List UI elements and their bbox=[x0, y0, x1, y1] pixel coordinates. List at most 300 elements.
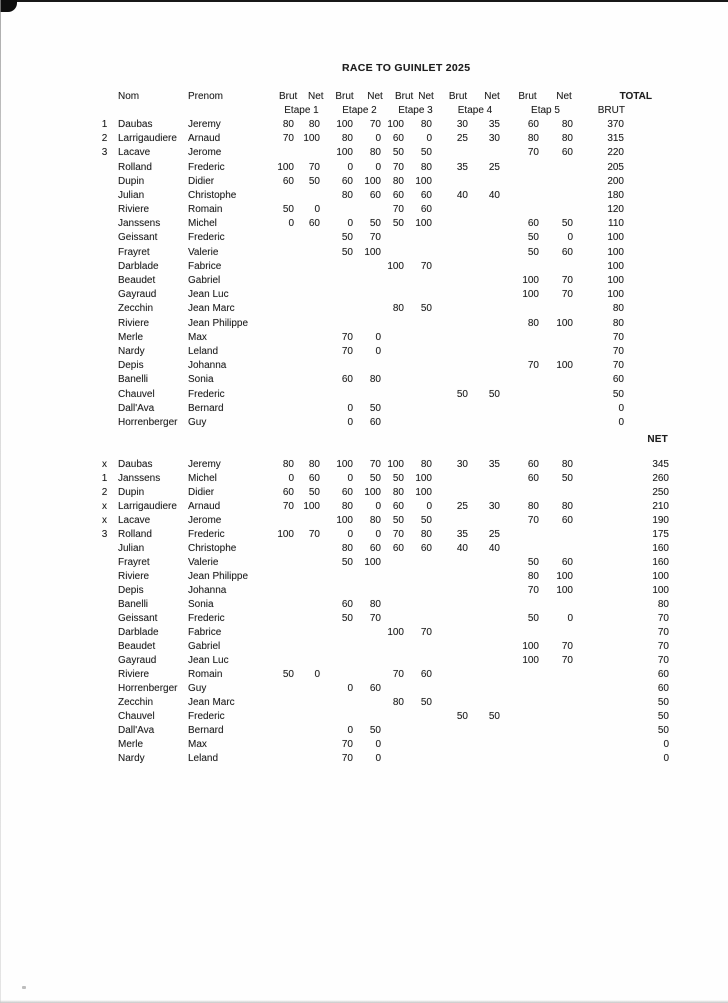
cell-score bbox=[355, 639, 383, 653]
cell-total: 100 bbox=[607, 275, 624, 287]
cell-total: 80 bbox=[657, 598, 669, 610]
cell-total: 70 bbox=[612, 345, 624, 357]
cell-score bbox=[383, 288, 406, 302]
net-section-label: NET bbox=[647, 434, 668, 445]
cell-score bbox=[470, 513, 502, 527]
cell-score bbox=[470, 597, 502, 611]
cell-score bbox=[434, 737, 470, 751]
cell-rank bbox=[96, 217, 113, 231]
cell-score: 100 bbox=[522, 275, 539, 287]
cell-score bbox=[470, 174, 502, 188]
cell-score: 80 bbox=[282, 118, 294, 130]
cell-score: 80 bbox=[527, 500, 539, 512]
cell-score bbox=[470, 653, 502, 667]
cell-score bbox=[541, 485, 575, 499]
cell-rank bbox=[96, 160, 113, 174]
cell-score bbox=[502, 174, 541, 188]
cell-score bbox=[406, 231, 434, 245]
cell-score: 70 bbox=[369, 118, 381, 130]
cell-prenom: Bernard bbox=[188, 402, 224, 414]
table-row bbox=[96, 541, 670, 555]
cell-score: 60 bbox=[561, 147, 573, 159]
cell-score: 60 bbox=[369, 416, 381, 428]
cell-nom: Larrigaudiere bbox=[118, 500, 177, 512]
brut-table-body bbox=[96, 117, 670, 429]
cell-score: 0 bbox=[567, 232, 573, 244]
cell-score: 60 bbox=[420, 204, 432, 216]
cell-score bbox=[383, 597, 406, 611]
page-title: RACE TO GUINLET 2025 bbox=[342, 62, 471, 74]
table-row bbox=[96, 288, 670, 302]
table-row bbox=[96, 681, 670, 695]
cell-score bbox=[322, 709, 355, 723]
cell-rank bbox=[96, 723, 113, 737]
cell-score: 100 bbox=[556, 360, 573, 372]
cell-score bbox=[267, 723, 296, 737]
cell-score bbox=[267, 387, 296, 401]
cell-score: 60 bbox=[561, 556, 573, 568]
cell-score: 0 bbox=[375, 738, 381, 750]
cell-score: 80 bbox=[527, 570, 539, 582]
cell-score bbox=[434, 231, 470, 245]
cell-score: 0 bbox=[288, 472, 294, 484]
net-table-body bbox=[96, 457, 670, 765]
cell-score bbox=[434, 217, 470, 231]
cell-total: 50 bbox=[657, 710, 669, 722]
brut-table bbox=[96, 89, 670, 430]
cell-score: 80 bbox=[392, 696, 404, 708]
cell-score: 100 bbox=[364, 246, 381, 258]
cell-score: 0 bbox=[314, 204, 320, 216]
cell-prenom: Sonia bbox=[188, 598, 214, 610]
cell-score: 60 bbox=[369, 682, 381, 694]
cell-score: 25 bbox=[456, 133, 468, 145]
header-brut: Brut bbox=[395, 90, 414, 102]
cell-score bbox=[470, 737, 502, 751]
cell-score bbox=[296, 513, 322, 527]
cell-score: 0 bbox=[288, 218, 294, 230]
cell-score bbox=[355, 203, 383, 217]
cell-total: 100 bbox=[607, 289, 624, 301]
header-row-labels bbox=[96, 89, 670, 103]
cell-score bbox=[296, 359, 322, 373]
cell-total: 100 bbox=[607, 246, 624, 258]
cell-nom: Darblade bbox=[118, 626, 159, 638]
header-total: TOTAL bbox=[619, 90, 652, 102]
cell-rank bbox=[96, 737, 113, 751]
cell-score: 80 bbox=[282, 458, 294, 470]
cell-score: 50 bbox=[488, 388, 500, 400]
cell-prenom: Frederic bbox=[188, 528, 225, 540]
cell-score bbox=[434, 625, 470, 639]
cell-score: 60 bbox=[527, 472, 539, 484]
cell-score bbox=[267, 625, 296, 639]
cell-prenom: Gabriel bbox=[188, 275, 221, 287]
cell-score bbox=[383, 639, 406, 653]
cell-score: 100 bbox=[415, 218, 432, 230]
cell-prenom: Jerome bbox=[188, 514, 222, 526]
cell-score bbox=[434, 330, 470, 344]
cell-prenom: Michel bbox=[188, 218, 217, 230]
cell-score bbox=[406, 316, 434, 330]
cell-score bbox=[541, 188, 575, 202]
cell-score: 60 bbox=[527, 458, 539, 470]
cell-nom: Janssens bbox=[118, 472, 161, 484]
cell-score: 70 bbox=[341, 331, 353, 343]
cell-score bbox=[434, 344, 470, 358]
cell-prenom: Jeremy bbox=[188, 118, 221, 130]
cell-rank bbox=[96, 709, 113, 723]
cell-score bbox=[267, 344, 296, 358]
table-row bbox=[96, 217, 670, 231]
cell-score: 100 bbox=[415, 486, 432, 498]
cell-score bbox=[406, 401, 434, 415]
cell-score bbox=[383, 653, 406, 667]
cell-score: 50 bbox=[282, 204, 294, 216]
cell-score bbox=[383, 709, 406, 723]
cell-score: 100 bbox=[277, 528, 294, 540]
cell-score: 0 bbox=[375, 345, 381, 357]
cell-score: 40 bbox=[456, 542, 468, 554]
cell-rank bbox=[96, 288, 113, 302]
cell-nom: Daubas bbox=[118, 458, 153, 470]
table-row bbox=[96, 485, 670, 499]
cell-score bbox=[267, 555, 296, 569]
cell-score bbox=[383, 737, 406, 751]
cell-score: 100 bbox=[522, 640, 539, 652]
cell-score bbox=[296, 639, 322, 653]
cell-rank: 3 bbox=[101, 528, 108, 540]
cell-score bbox=[470, 681, 502, 695]
cell-nom: Rolland bbox=[118, 161, 152, 173]
cell-score: 40 bbox=[456, 189, 468, 201]
cell-score bbox=[434, 569, 470, 583]
cell-score bbox=[267, 513, 296, 527]
cell-score bbox=[541, 541, 575, 555]
table-row bbox=[96, 555, 670, 569]
cell-score: 100 bbox=[387, 118, 404, 130]
cell-score bbox=[541, 160, 575, 174]
table-row bbox=[96, 231, 670, 245]
cell-score bbox=[267, 639, 296, 653]
cell-score bbox=[296, 316, 322, 330]
cell-score: 80 bbox=[341, 500, 353, 512]
cell-score: 50 bbox=[369, 472, 381, 484]
cell-score bbox=[383, 344, 406, 358]
scan-artifact-top-edge bbox=[0, 0, 728, 2]
cell-score bbox=[355, 359, 383, 373]
cell-score bbox=[470, 330, 502, 344]
cell-rank bbox=[96, 653, 113, 667]
cell-score bbox=[541, 174, 575, 188]
cell-nom: Banelli bbox=[118, 374, 149, 386]
cell-score bbox=[470, 695, 502, 709]
cell-score bbox=[502, 373, 541, 387]
cell-nom: Darblade bbox=[118, 260, 159, 272]
cell-rank bbox=[96, 387, 113, 401]
cell-score bbox=[470, 344, 502, 358]
cell-score: 0 bbox=[375, 528, 381, 540]
cell-score: 50 bbox=[392, 514, 404, 526]
cell-score bbox=[470, 302, 502, 316]
cell-score bbox=[470, 625, 502, 639]
cell-nom: Chauvel bbox=[118, 388, 155, 400]
cell-total: 205 bbox=[607, 161, 624, 173]
cell-score bbox=[470, 259, 502, 273]
cell-score bbox=[502, 203, 541, 217]
cell-prenom: Leland bbox=[188, 752, 219, 764]
cell-rank bbox=[96, 174, 113, 188]
cell-nom: Larrigaudiere bbox=[118, 133, 177, 145]
cell-score: 80 bbox=[392, 486, 404, 498]
cell-score bbox=[502, 401, 541, 415]
cell-nom: Frayret bbox=[118, 556, 150, 568]
cell-rank: 1 bbox=[101, 118, 108, 130]
cell-nom: Dall'Ava bbox=[118, 402, 155, 414]
cell-score: 30 bbox=[456, 118, 468, 130]
cell-score bbox=[322, 288, 355, 302]
cell-score: 0 bbox=[347, 682, 353, 694]
cell-score bbox=[355, 316, 383, 330]
cell-score bbox=[502, 737, 541, 751]
cell-score bbox=[296, 188, 322, 202]
cell-score: 60 bbox=[527, 118, 539, 130]
cell-score bbox=[406, 583, 434, 597]
cell-score: 100 bbox=[415, 175, 432, 187]
cell-score bbox=[267, 541, 296, 555]
cell-score: 60 bbox=[341, 486, 353, 498]
cell-score bbox=[267, 681, 296, 695]
cell-score bbox=[355, 302, 383, 316]
cell-score: 80 bbox=[527, 133, 539, 145]
cell-score bbox=[383, 401, 406, 415]
cell-score bbox=[296, 146, 322, 160]
cell-score: 30 bbox=[456, 458, 468, 470]
cell-score bbox=[267, 597, 296, 611]
cell-total: 0 bbox=[663, 738, 669, 750]
cell-score bbox=[406, 597, 434, 611]
cell-score bbox=[434, 273, 470, 287]
cell-total: 160 bbox=[652, 542, 669, 554]
cell-total: 0 bbox=[618, 402, 624, 414]
cell-total: 100 bbox=[607, 260, 624, 272]
cell-score: 50 bbox=[392, 472, 404, 484]
cell-total: 210 bbox=[652, 500, 669, 512]
cell-score: 50 bbox=[420, 696, 432, 708]
cell-score bbox=[434, 316, 470, 330]
cell-score bbox=[541, 330, 575, 344]
cell-score: 80 bbox=[561, 458, 573, 470]
cell-score: 70 bbox=[308, 161, 320, 173]
cell-score: 30 bbox=[488, 500, 500, 512]
cell-total: 70 bbox=[657, 626, 669, 638]
table-row bbox=[96, 344, 670, 358]
cell-score: 80 bbox=[308, 118, 320, 130]
table-row bbox=[96, 513, 670, 527]
cell-score bbox=[296, 625, 322, 639]
cell-total: 100 bbox=[652, 570, 669, 582]
cell-nom: Zecchin bbox=[118, 303, 154, 315]
cell-nom: Nardy bbox=[118, 345, 145, 357]
header-etape: Etape 4 bbox=[457, 104, 493, 116]
cell-score bbox=[267, 583, 296, 597]
cell-score bbox=[470, 639, 502, 653]
cell-score: 50 bbox=[527, 612, 539, 624]
cell-score bbox=[322, 316, 355, 330]
header-rank-cell bbox=[96, 89, 113, 103]
cell-score: 60 bbox=[369, 542, 381, 554]
cell-score: 100 bbox=[556, 570, 573, 582]
cell-score bbox=[470, 231, 502, 245]
table-row bbox=[96, 302, 670, 316]
cell-score: 60 bbox=[420, 189, 432, 201]
cell-rank: 1 bbox=[101, 472, 108, 484]
header-brut: Brut bbox=[518, 90, 537, 102]
table-row bbox=[96, 401, 670, 415]
cell-score bbox=[383, 681, 406, 695]
cell-score bbox=[434, 471, 470, 485]
cell-nom: Merle bbox=[118, 738, 144, 750]
cell-total: 50 bbox=[657, 696, 669, 708]
cell-score bbox=[322, 273, 355, 287]
cell-score: 60 bbox=[392, 542, 404, 554]
cell-score: 0 bbox=[347, 416, 353, 428]
cell-prenom: Max bbox=[188, 331, 207, 343]
header-net: Net bbox=[308, 90, 324, 102]
table-row bbox=[96, 373, 670, 387]
cell-score bbox=[470, 288, 502, 302]
cell-rank bbox=[96, 569, 113, 583]
cell-score bbox=[267, 359, 296, 373]
cell-rank bbox=[96, 751, 113, 765]
table-row bbox=[96, 751, 670, 765]
cell-prenom: Jean Marc bbox=[188, 696, 235, 708]
cell-score: 0 bbox=[347, 218, 353, 230]
table-row bbox=[96, 723, 670, 737]
cell-rank bbox=[96, 401, 113, 415]
cell-score bbox=[434, 513, 470, 527]
table-row bbox=[96, 737, 670, 751]
scan-artifact-speck bbox=[22, 986, 26, 989]
cell-score: 80 bbox=[420, 528, 432, 540]
cell-score: 100 bbox=[522, 289, 539, 301]
table-row bbox=[96, 639, 670, 653]
cell-score bbox=[541, 401, 575, 415]
cell-score bbox=[296, 583, 322, 597]
cell-rank bbox=[96, 373, 113, 387]
cell-nom: Riviere bbox=[118, 668, 150, 680]
cell-score bbox=[322, 302, 355, 316]
cell-score bbox=[355, 653, 383, 667]
cell-score: 70 bbox=[420, 626, 432, 638]
cell-score: 60 bbox=[308, 218, 320, 230]
header-etape: Etape 1 bbox=[284, 104, 319, 116]
cell-score bbox=[267, 751, 296, 765]
cell-score bbox=[355, 625, 383, 639]
cell-score: 50 bbox=[308, 175, 320, 187]
cell-nom: Gayraud bbox=[118, 289, 157, 301]
cell-score bbox=[296, 387, 322, 401]
cell-score: 50 bbox=[369, 218, 381, 230]
cell-score bbox=[406, 288, 434, 302]
table-row bbox=[96, 146, 670, 160]
cell-score bbox=[470, 217, 502, 231]
table-row bbox=[96, 667, 670, 681]
cell-score: 50 bbox=[527, 246, 539, 258]
table-row bbox=[96, 653, 670, 667]
cell-score bbox=[355, 583, 383, 597]
cell-score bbox=[470, 203, 502, 217]
cell-score bbox=[541, 527, 575, 541]
cell-score: 80 bbox=[561, 500, 573, 512]
cell-score bbox=[541, 344, 575, 358]
header-etape: Etape 3 bbox=[398, 104, 433, 116]
cell-score bbox=[383, 611, 406, 625]
cell-prenom: Bernard bbox=[188, 724, 224, 736]
cell-prenom: Fabrice bbox=[188, 260, 222, 272]
cell-score: 60 bbox=[420, 542, 432, 554]
cell-total: 180 bbox=[607, 189, 624, 201]
cell-prenom: Frederic bbox=[188, 612, 225, 624]
cell-score bbox=[434, 288, 470, 302]
cell-score bbox=[541, 695, 575, 709]
header-etape: Etap 5 bbox=[531, 104, 560, 116]
cell-score bbox=[434, 415, 470, 429]
cell-score bbox=[322, 667, 355, 681]
cell-score bbox=[383, 330, 406, 344]
cell-score bbox=[470, 583, 502, 597]
cell-rank bbox=[96, 681, 113, 695]
cell-score bbox=[406, 330, 434, 344]
cell-score bbox=[322, 625, 355, 639]
cell-total: 100 bbox=[607, 232, 624, 244]
cell-total: 110 bbox=[608, 218, 624, 230]
cell-score bbox=[267, 146, 296, 160]
cell-score bbox=[296, 555, 322, 569]
cell-score: 60 bbox=[282, 175, 294, 187]
cell-score bbox=[267, 330, 296, 344]
cell-score: 80 bbox=[527, 317, 539, 329]
cell-rank bbox=[96, 259, 113, 273]
header-nom: Nom bbox=[118, 90, 140, 102]
cell-score bbox=[434, 485, 470, 499]
cell-score bbox=[470, 667, 502, 681]
cell-total: 260 bbox=[652, 472, 669, 484]
cell-score bbox=[296, 330, 322, 344]
cell-score bbox=[406, 555, 434, 569]
cell-prenom: Didier bbox=[188, 486, 215, 498]
table-row bbox=[96, 273, 670, 287]
cell-total: 160 bbox=[652, 556, 669, 568]
scan-artifact-corner bbox=[0, 0, 17, 12]
cell-score: 60 bbox=[341, 374, 353, 386]
header-net: Net bbox=[418, 90, 434, 102]
cell-score: 100 bbox=[336, 147, 353, 159]
cell-score bbox=[267, 231, 296, 245]
cell-score bbox=[296, 709, 322, 723]
cell-score bbox=[502, 259, 541, 273]
cell-prenom: Johanna bbox=[188, 584, 227, 596]
cell-score: 70 bbox=[282, 500, 294, 512]
cell-score: 70 bbox=[561, 640, 573, 652]
cell-score bbox=[470, 751, 502, 765]
cell-score bbox=[406, 751, 434, 765]
cell-nom: Zecchin bbox=[118, 696, 154, 708]
cell-score: 70 bbox=[527, 514, 539, 526]
cell-score: 35 bbox=[488, 458, 500, 470]
cell-score bbox=[470, 415, 502, 429]
cell-prenom: Romain bbox=[188, 668, 223, 680]
